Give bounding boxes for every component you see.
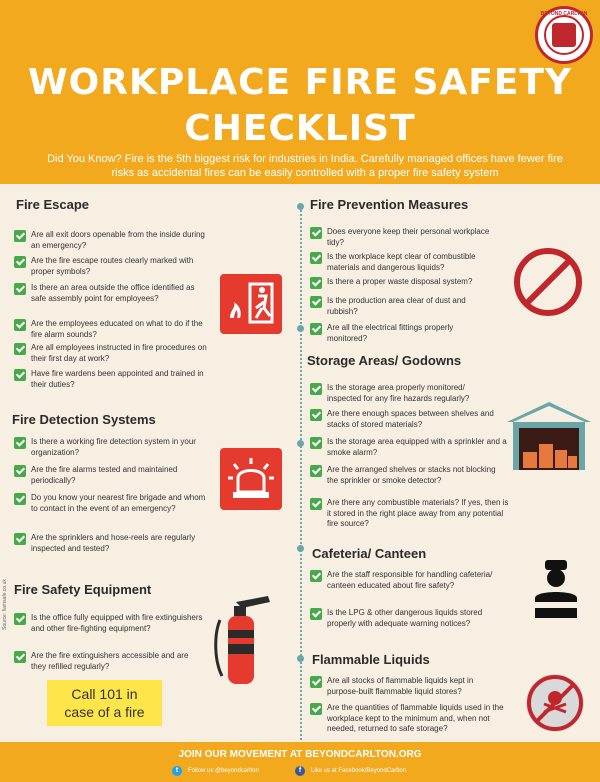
checkmark-icon (310, 383, 322, 395)
source-note: Source: fiamsafe.co.uk (2, 579, 8, 630)
checkmark-icon (310, 437, 322, 449)
intro-text: Did You Know? Fire is the 5th biggest risk for industries in India. Carefully managed offices have fewer fire risks as accidental fires can be easily controlled with a proper fire safety system (47, 153, 563, 179)
checkmark-icon (14, 343, 26, 355)
checkmark-icon (310, 227, 322, 239)
section-title-fire-detection: Fire Detection Systems (12, 412, 156, 427)
divider-dot (297, 203, 304, 210)
checkmark-icon (310, 277, 322, 289)
beyond-carlton-logo (535, 6, 593, 64)
divider-dot (297, 545, 304, 552)
checklist-item: Are the arranged shelves or stacks not blocking the sprinkler or smoke detector? (310, 465, 500, 486)
checklist-item: Is the office fully equipped with fire extinguishers and other fire-fighting equipment? (14, 613, 204, 634)
fire-extinguisher-icon (208, 590, 288, 690)
checklist-item: Is there a working fire detection system in your organization? (14, 437, 214, 458)
checklist-item: Have fire wardens been appointed and trained in their duties? (14, 369, 214, 390)
checklist-item: Is the storage area properly monitored/ inspected for any fire hazards regularly? (310, 383, 500, 404)
fire-alarm-icon (220, 448, 282, 510)
checkmark-icon (14, 319, 26, 331)
checkmark-icon (310, 676, 322, 688)
checklist-item: Are the sprinklers and hose-reels are regularly inspected and tested? (14, 533, 214, 554)
checklist-item: Does everyone keep their personal workplace tidy? (310, 227, 490, 248)
call-box-line2: case of a fire (64, 704, 145, 720)
checkmark-icon (310, 252, 322, 264)
section-title-fire-escape: Fire Escape (16, 197, 89, 212)
checklist-item: Are there enough spaces between shelves and stacks of stored materials? (310, 409, 500, 430)
divider-dot (297, 440, 304, 447)
logo-emblem-icon (552, 23, 576, 47)
checklist-item: Are there any combustible materials? If yes, then is it stored in the right place away from any potential fire source? (310, 498, 510, 530)
checkmark-icon (14, 651, 26, 663)
checklist-item: Is the production area clear of dust and rubbish? (310, 296, 490, 317)
checkmark-icon (310, 570, 322, 582)
header-banner (0, 0, 600, 184)
checklist-item: Is there an area outside the office identified as safe assembly point for employees? (14, 283, 204, 304)
facebook-icon[interactable]: f (295, 766, 305, 776)
page-title-line1: WORKPLACE FIRE SAFETY (27, 62, 573, 103)
page-title-line2: CHECKLIST (184, 108, 416, 149)
section-title-flammable: Flammable Liquids (312, 652, 430, 667)
checklist-item: Are all employees instructed in fire procedures on their first day at work? (14, 343, 214, 364)
checklist-item: Are the quantities of flammable liquids used in the workplace kept to the minimum and, when not needed, returned to safe storage? (310, 703, 510, 735)
checklist-item: Are all exit doors openable from the inside during an emergency? (14, 230, 214, 251)
emergency-exit-icon (220, 274, 282, 334)
checklist-item: Are the fire escape routes clearly marked with proper symbols? (14, 256, 214, 277)
checklist-item: Are the fire alarms tested and maintained periodically? (14, 465, 214, 486)
checklist-item: Are the staff responsible for handling cafeteria/ canteen educated about fire safety? (310, 570, 500, 591)
checkmark-icon (14, 533, 26, 545)
footer-banner (0, 742, 600, 782)
warehouse-icon (505, 400, 593, 472)
checkmark-icon (310, 703, 322, 715)
facebook-page[interactable]: Like us at Facebook/BeyondCarlton (311, 768, 407, 774)
call-101-box (47, 680, 162, 726)
column-divider (300, 206, 302, 756)
checkmark-icon (14, 369, 26, 381)
checkmark-icon (14, 465, 26, 477)
twitter-icon[interactable]: t (172, 766, 182, 776)
checklist-item: Do you know your nearest fire brigade and whom to contact in the event of an emergency? (14, 493, 214, 514)
checkmark-icon (14, 230, 26, 242)
section-title-fire-equipment: Fire Safety Equipment (14, 582, 152, 597)
checklist-item: Is there a proper waste disposal system? (310, 277, 500, 288)
checkmark-icon (310, 608, 322, 620)
chef-icon (527, 558, 585, 624)
call-box-line1: Call 101 in (71, 686, 138, 702)
section-title-storage: Storage Areas/ Godowns (307, 353, 462, 368)
checkmark-icon (14, 613, 26, 625)
checklist-item: Is the workplace kept clear of combustible materials and dangerous liquids? (310, 252, 500, 273)
checklist-item: Is the LPG & other dangerous liquids stored properly with adequate warning notices? (310, 608, 500, 629)
checklist-item: Are all the electrical fittings properly monitored? (310, 323, 490, 344)
checkmark-icon (14, 283, 26, 295)
checklist-item: Are all stocks of flammable liquids kept in purpose-built flammable liquid stores? (310, 676, 500, 697)
prohibited-icon (512, 246, 584, 318)
logo-text: BEYOND CARLTON (540, 11, 588, 17)
hazard-poison-icon (524, 672, 586, 734)
checkmark-icon (310, 296, 322, 308)
checkmark-icon (310, 498, 322, 510)
section-title-fire-prevention: Fire Prevention Measures (310, 197, 469, 212)
divider-dot (297, 655, 304, 662)
checkmark-icon (310, 409, 322, 421)
twitter-handle[interactable]: Follow us @beyondcarlton (188, 768, 259, 774)
checkmark-icon (14, 437, 26, 449)
checklist-item: Are the employees educated on what to do if the fire alarm sounds? (14, 319, 214, 340)
checkmark-icon (14, 493, 26, 505)
checkmark-icon (310, 465, 322, 477)
join-movement-text: JOIN OUR MOVEMENT AT BEYONDCARLTON.ORG (178, 749, 422, 760)
checklist-item: Are the fire extinguishers accessible and are they refilled regularly? (14, 651, 204, 672)
checkmark-icon (310, 323, 322, 335)
checklist-item: Is the storage area equipped with a sprinkler and a smoke alarm? (310, 437, 510, 458)
checkmark-icon (14, 256, 26, 268)
divider-dot (297, 325, 304, 332)
section-title-cafeteria: Cafeteria/ Canteen (312, 546, 427, 561)
